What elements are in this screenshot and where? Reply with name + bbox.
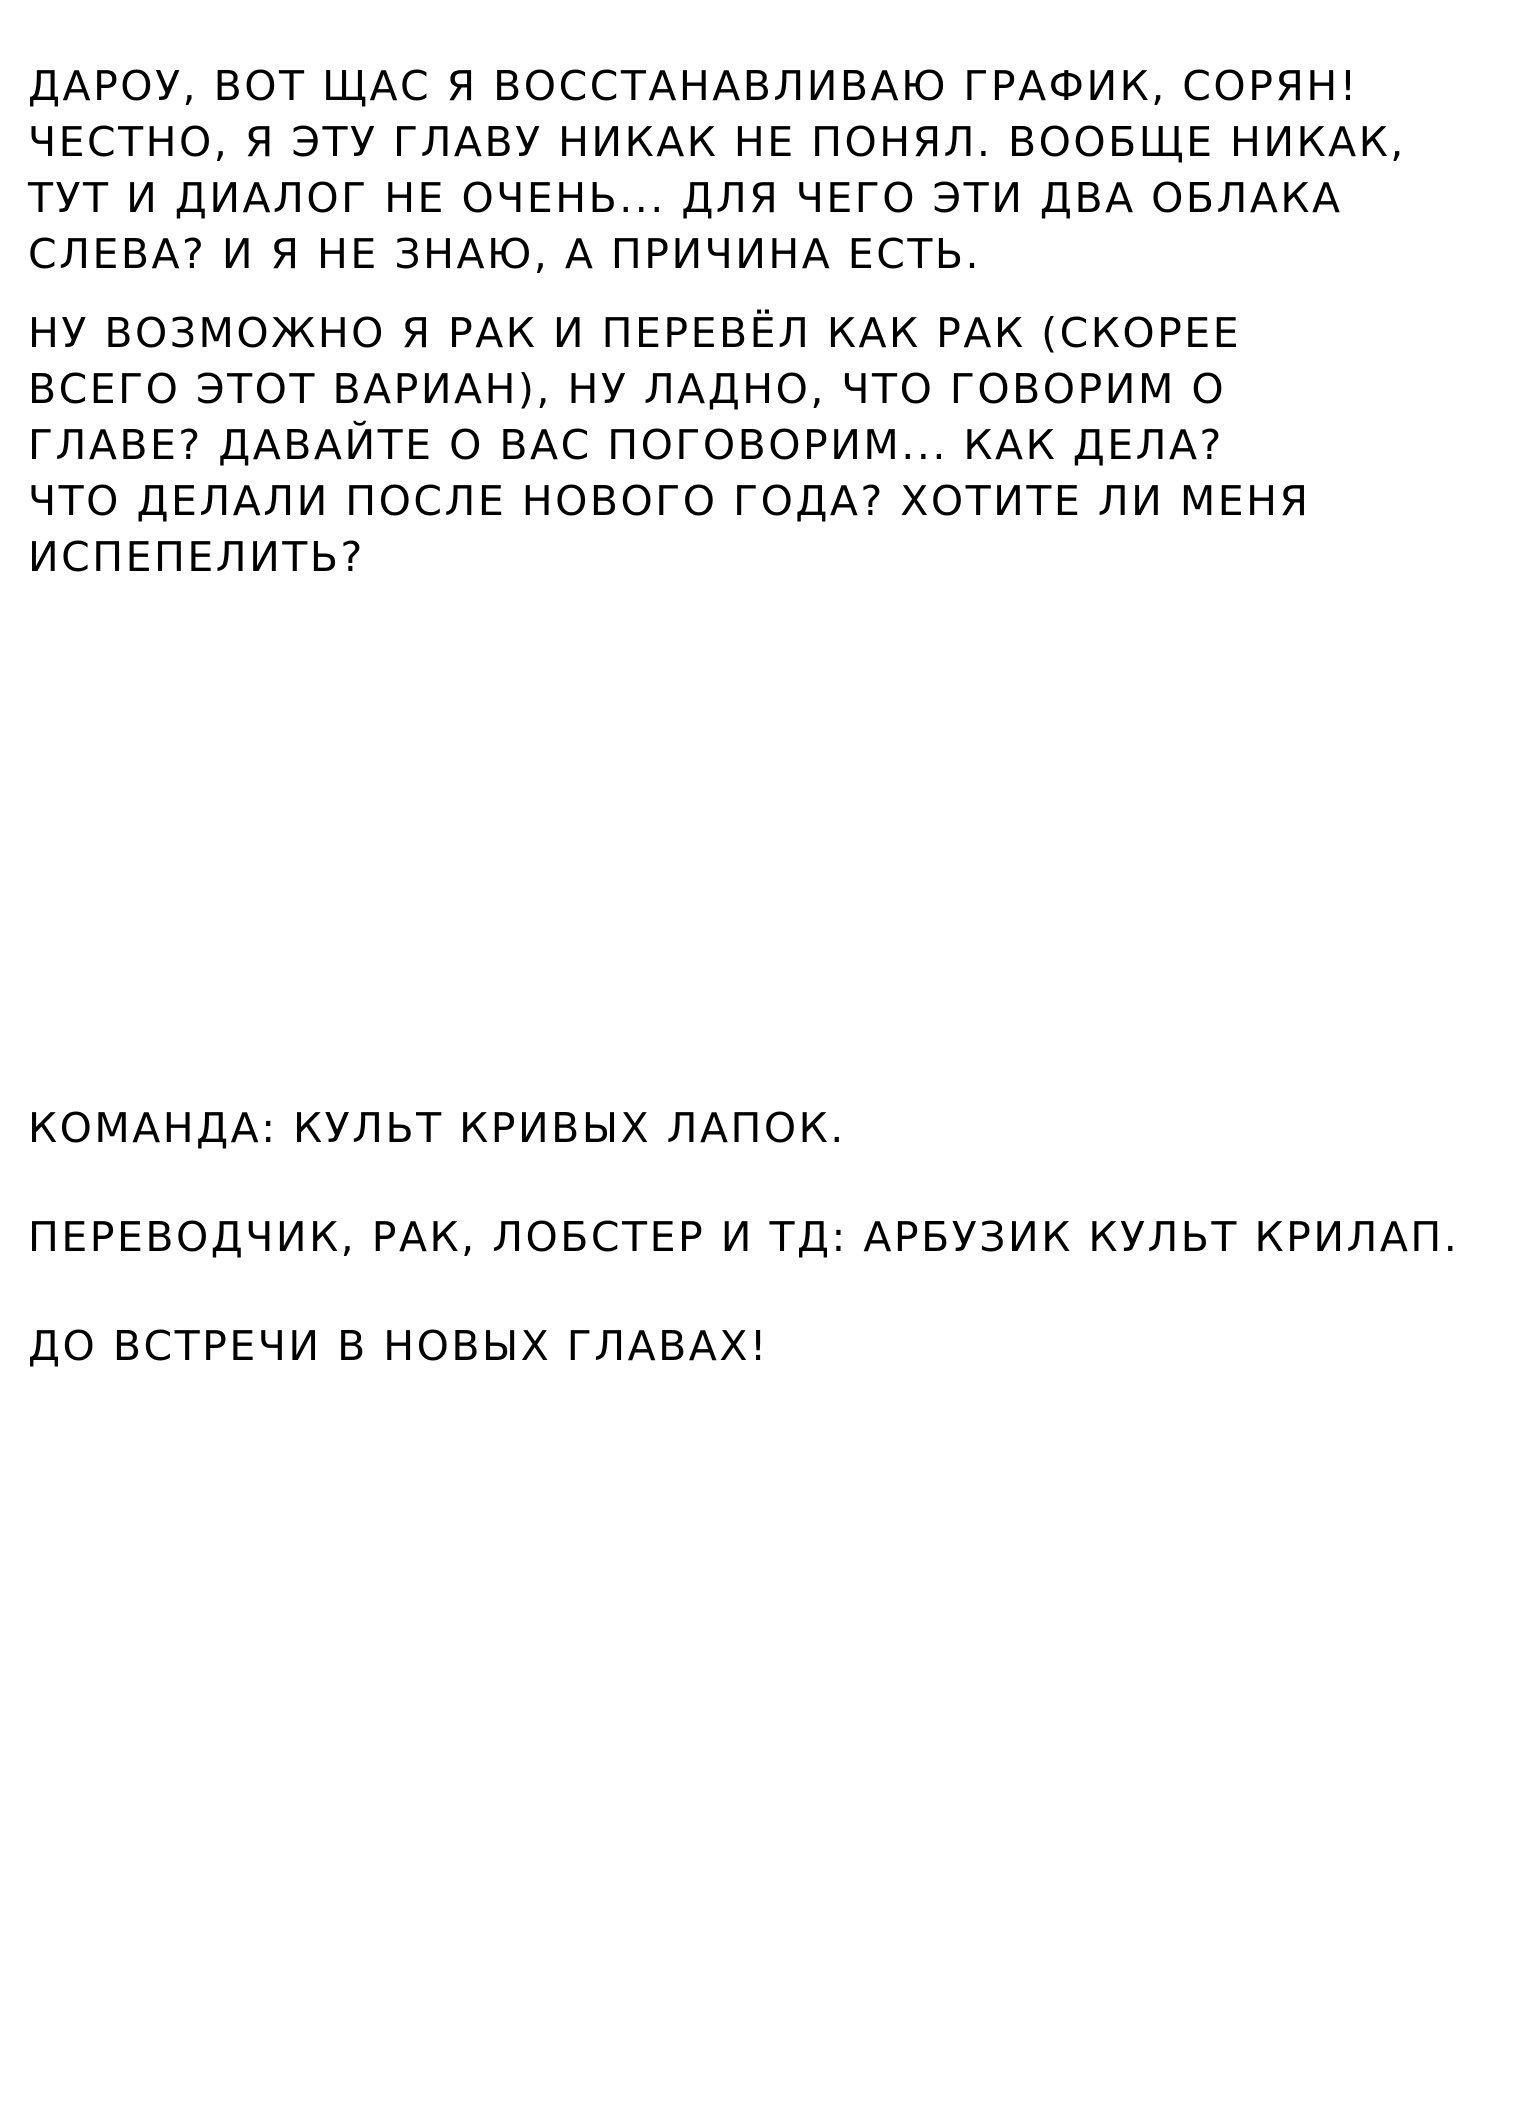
intro-line: ТУТ И ДИАЛОГ НЕ ОЧЕНЬ... ДЛЯ ЧЕГО ЭТИ ДВА ОБЛАКА: [28, 174, 1343, 222]
intro-line: СЛЕВА? И Я НЕ ЗНАЮ, А ПРИЧИНА ЕСТЬ.: [28, 230, 982, 278]
intro-line: ДАРОУ, ВОТ ЩАС Я ВОССТАНАВЛИВАЮ ГРАФИК, СОРЯН!: [28, 62, 1359, 110]
translator-credit: ПЕРЕВОДЧИК, РАК, ЛОБСТЕР И ТД: АРБУЗИК КУЛЬТ КРИЛАП.: [28, 1213, 1460, 1261]
second-line: ВСЕГО ЭТОТ ВАРИАН), НУ ЛАДНО, ЧТО ГОВОРИМ О: [28, 365, 1227, 413]
intro-line: ЧЕСТНО, Я ЭТУ ГЛАВУ НИКАК НЕ ПОНЯЛ. ВООБЩЕ НИКАК,: [28, 118, 1406, 166]
intro-paragraph: [28, 58, 1406, 282]
credits-block: [28, 1100, 1459, 1374]
second-line: НУ ВОЗМОЖНО Я РАК И ПЕРЕВЁЛ КАК РАК (СКОРЕЕ: [28, 309, 1242, 357]
second-paragraph: [28, 305, 1310, 585]
team-credit: КОМАНДА: КУЛЬТ КРИВЫХ ЛАПОК.: [28, 1104, 846, 1152]
second-line: ЧТО ДЕЛАЛИ ПОСЛЕ НОВОГО ГОДА? ХОТИТЕ ЛИ МЕНЯ: [28, 477, 1311, 525]
second-line: ГЛАВЕ? ДАВАЙТЕ О ВАС ПОГОВОРИМ... КАК ДЕЛА?: [28, 421, 1224, 469]
farewell-line: ДО ВСТРЕЧИ В НОВЫХ ГЛАВАХ!: [28, 1322, 769, 1370]
second-line: ИСПЕПЕЛИТЬ?: [28, 533, 365, 581]
